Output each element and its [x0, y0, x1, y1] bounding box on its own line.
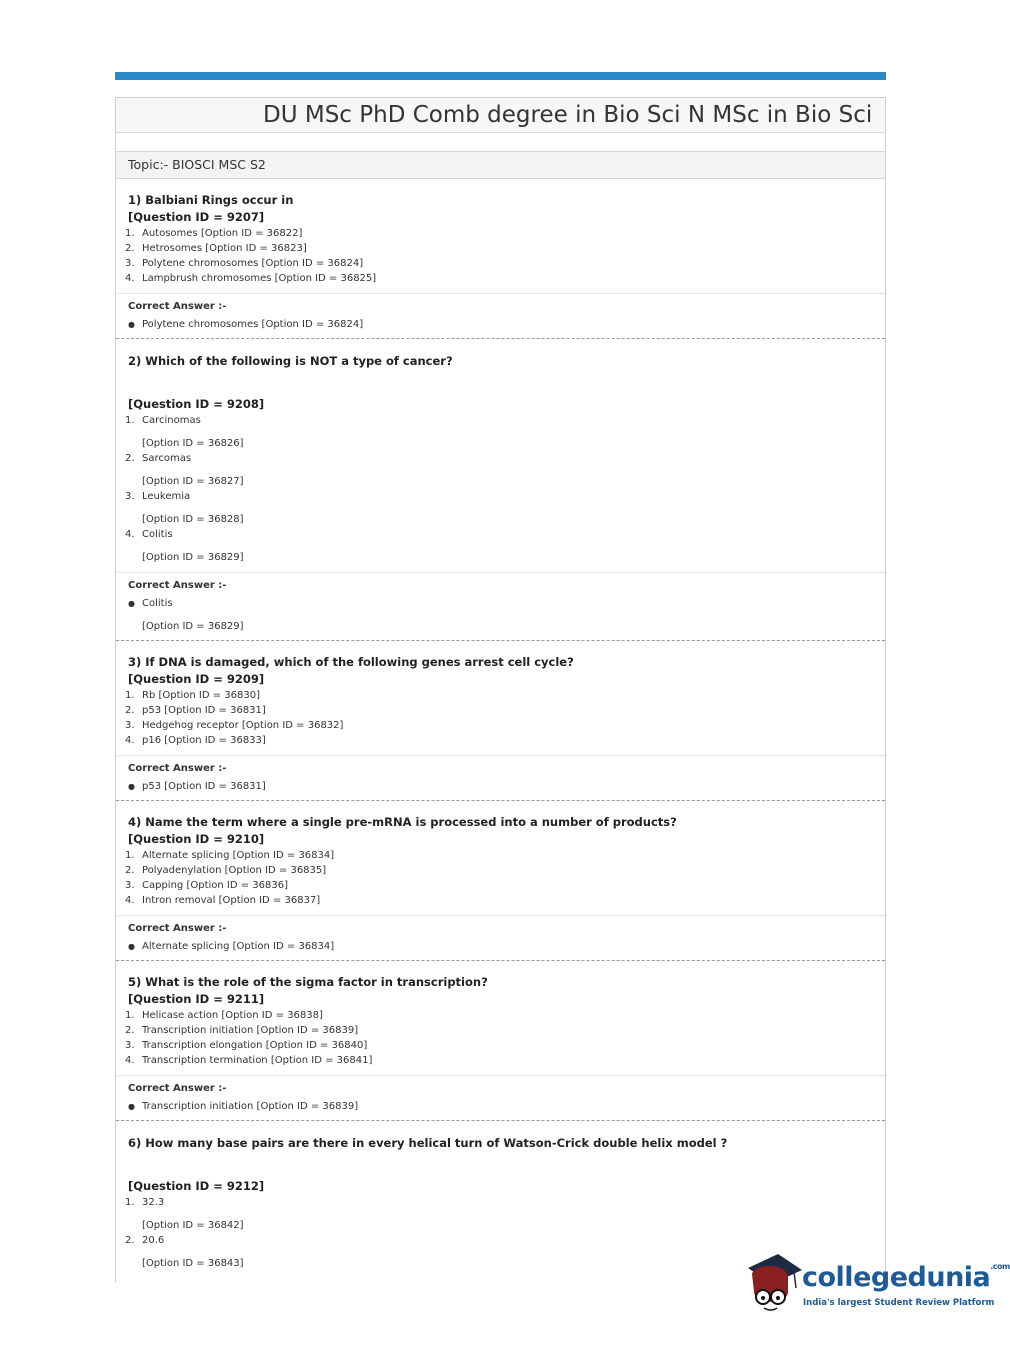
option-item: 4. p16 [Option ID = 36833] [125, 735, 266, 746]
option-item: 1. Carcinomas [Option ID = 36826] [125, 415, 244, 449]
question-paper [115, 97, 886, 1283]
option-item: 2. p53 [Option ID = 36831] [125, 705, 266, 716]
option-item: 3. Polytene chromosomes [Option ID = 36824] [125, 258, 364, 269]
question-id: [Question ID = 9210] [128, 832, 265, 846]
option-item: 2. Hetrosomes [Option ID = 36823] [125, 243, 307, 254]
option-item: 3. Capping [Option ID = 36836] [125, 880, 289, 891]
option-item: 1. Alternate splicing [Option ID = 36834] [125, 850, 335, 861]
answer-block [116, 293, 885, 332]
logo-wordmark: collegedunia$^{.com}$ [802, 1262, 1010, 1293]
option-item: 3. Leukemia [Option ID = 36828] [125, 491, 244, 525]
option-item: 3. Transcription elongation [Option ID = 36840] [125, 1040, 368, 1051]
question-block [116, 339, 885, 641]
topic-label: Topic:- BIOSCI MSC S2 [116, 151, 885, 179]
correct-answer-label: Correct Answer :- [128, 763, 227, 774]
correct-answer: ● Transcription initiation [Option ID = 36839] [116, 1099, 885, 1114]
question-text: 6) How many base pairs are there in every helical turn of Watson-Crick double helix model ? [128, 1136, 728, 1150]
question-id: [Question ID = 9208] [128, 397, 265, 411]
option-item: 4. Intron removal [Option ID = 36837] [125, 895, 321, 906]
page-title: DU MSc PhD Comb degree in Bio Sci N MSc in Bio Sci [263, 102, 873, 128]
correct-answer: ● Polytene chromosomes [Option ID = 36824] [116, 317, 885, 332]
question-id: [Question ID = 9211] [128, 992, 265, 1006]
option-item: 3. Hedgehog receptor [Option ID = 36832] [125, 720, 344, 731]
option-item: 1. 32.3 [Option ID = 36842] [125, 1197, 244, 1231]
top-accent-bar [115, 72, 886, 80]
option-item: 2. Transcription initiation [Option ID = 36839] [125, 1025, 359, 1036]
question-id: [Question ID = 9212] [128, 1179, 265, 1193]
option-item: 4. Lampbrush chromosomes [Option ID = 36825] [125, 273, 377, 284]
question-block [116, 1121, 885, 1271]
option-list [116, 1008, 885, 1068]
option-item: 1. Rb [Option ID = 36830] [125, 690, 261, 701]
option-list [116, 848, 885, 908]
question-block [116, 179, 885, 339]
option-item: 2. Polyadenylation [Option ID = 36835] [125, 865, 327, 876]
option-item: 2. Sarcomas [Option ID = 36827] [125, 453, 244, 487]
option-list [116, 688, 885, 748]
option-list [116, 413, 885, 565]
answer-block [116, 1075, 885, 1114]
question-text: 1) Balbiani Rings occur in [128, 193, 294, 207]
mascot-icon [744, 1252, 802, 1318]
option-list [116, 226, 885, 286]
question-text: 5) What is the role of the sigma factor in transcription? [128, 975, 488, 989]
question-text: 3) If DNA is damaged, which of the following genes arrest cell cycle? [128, 655, 574, 669]
title-row [116, 98, 885, 133]
question-text: 2) Which of the following is NOT a type of cancer? [128, 354, 453, 368]
answer-block [116, 572, 885, 634]
option-item: 1. Autosomes [Option ID = 36822] [125, 228, 303, 239]
correct-answer-label: Correct Answer :- [128, 1083, 227, 1094]
correct-answer-label: Correct Answer :- [128, 923, 227, 934]
question-id: [Question ID = 9209] [128, 672, 265, 686]
question-block [116, 801, 885, 961]
option-item: 4. Colitis [Option ID = 36829] [125, 529, 244, 563]
answer-block [116, 755, 885, 794]
option-item: 4. Transcription termination [Option ID = 36841] [125, 1055, 373, 1066]
correct-answer-label: Correct Answer :- [128, 301, 227, 312]
logo-tagline: India's largest Student Review Platform [803, 1298, 995, 1308]
question-id: [Question ID = 9207] [128, 210, 265, 224]
question-block [116, 961, 885, 1121]
option-item: 2. 20.6 [Option ID = 36843] [125, 1235, 244, 1269]
answer-block [116, 915, 885, 954]
correct-answer: ● Alternate splicing [Option ID = 36834] [116, 939, 885, 954]
question-text: 4) Name the term where a single pre-mRNA is processed into a number of products? [128, 815, 677, 829]
correct-answer-label: Correct Answer :- [128, 580, 227, 591]
question-block [116, 641, 885, 801]
correct-answer: ● Colitis [Option ID = 36829] [116, 596, 885, 634]
collegedunia-logo[interactable] [744, 1252, 1010, 1322]
correct-answer: ● p53 [Option ID = 36831] [116, 779, 885, 794]
option-item: 1. Helicase action [Option ID = 36838] [125, 1010, 323, 1021]
